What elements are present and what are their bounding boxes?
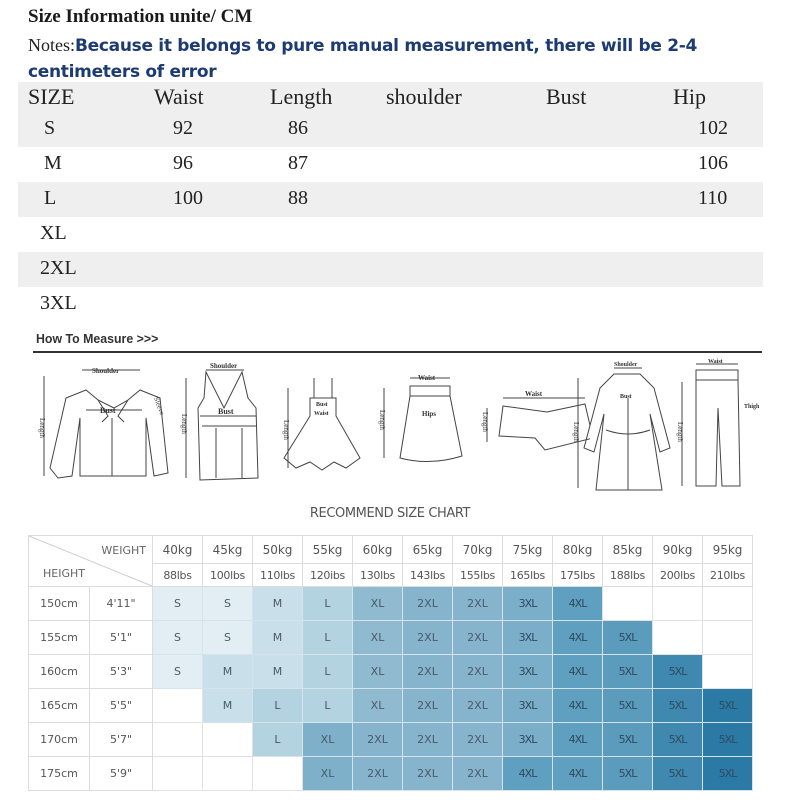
size-table-header [18,82,763,112]
size-cell: 2XL [353,757,403,791]
cell-size: S [44,117,56,139]
size-cell: M [253,621,303,655]
size-cell: 5XL [603,621,653,655]
weight-lbs-header: 200lbs [653,564,703,587]
divider [33,351,762,353]
size-cell [703,655,753,689]
how-to-measure-label: How To Measure >>> [36,331,159,346]
size-cell: 4XL [553,621,603,655]
svg-text:Shoulder: Shoulder [92,367,120,375]
size-cell [253,757,303,791]
cell-waist: 92 [173,117,193,139]
svg-text:Sleeve: Sleeve [152,395,167,417]
size-cell: 2XL [403,621,453,655]
size-cell [703,587,753,621]
size-table [18,82,763,322]
svg-text:Shoulder: Shoulder [614,362,638,368]
height-row [29,757,753,791]
size-cell: 2XL [353,723,403,757]
weight-kg-header: 90kg [653,536,703,564]
size-cell: 2XL [403,689,453,723]
svg-text:Length: Length [572,422,580,442]
notes [28,32,768,85]
weight-lbs-header: 130lbs [353,564,403,587]
recommend-size-grid [28,535,753,791]
height-cm: 160cm [29,655,90,689]
weight-lbs-header: 210lbs [703,564,753,587]
svg-text:Length: Length [378,410,386,430]
size-cell: 5XL [653,723,703,757]
svg-text:Hips: Hips [422,410,437,418]
size-cell: XL [303,757,353,791]
weight-lbs-header: 88lbs [153,564,203,587]
height-ft: 5'7" [90,723,153,757]
cell-size: L [44,187,57,209]
col-hip: Hip [673,84,706,109]
weight-label: WEIGHT [101,544,146,557]
height-row [29,723,753,757]
size-cell [653,587,703,621]
height-ft: 5'1" [90,621,153,655]
cell-length: 86 [288,117,308,139]
size-cell: 5XL [603,757,653,791]
weight-kg-header: 55kg [303,536,353,564]
weight-lbs-header: 155lbs [453,564,503,587]
svg-text:Length: Length [676,422,684,442]
size-cell [153,757,203,791]
col-shoulder: shoulder [386,84,462,109]
size-table-row [18,217,763,252]
recommend-size-chart-title: RECOMMEND SIZE CHART [309,506,471,521]
svg-text:Bust: Bust [620,394,632,400]
height-ft: 4'11" [90,587,153,621]
size-info-title: Size Information unite/ CM [28,6,253,27]
cell-waist: 96 [173,152,193,174]
weight-kg-header: 40kg [153,536,203,564]
col-waist: Waist [154,84,204,109]
cell-size: 3XL [40,292,77,314]
size-cell: 3XL [503,723,553,757]
size-cell: S [153,587,203,621]
weight-lbs-header: 165lbs [503,564,553,587]
size-cell: M [203,655,253,689]
size-cell: 5XL [603,655,653,689]
col-bust: Bust [546,84,587,109]
col-length: Length [270,84,333,109]
size-cell: S [153,655,203,689]
weight-kg-header: 75kg [503,536,553,564]
height-cm: 150cm [29,587,90,621]
svg-text:Bust: Bust [218,407,234,416]
size-cell: 2XL [453,723,503,757]
svg-text:Waist: Waist [314,411,329,417]
size-cell: 2XL [453,587,503,621]
size-cell: 4XL [553,655,603,689]
cell-length: 88 [288,187,308,209]
size-cell: XL [353,587,403,621]
tank-top-diagram-icon [176,358,271,488]
size-table-row [18,147,763,182]
cell-hip: 110 [698,187,728,209]
dress-diagram-icon [278,358,368,488]
size-cell: L [253,689,303,723]
cell-hip: 106 [698,152,728,174]
size-cell: 3XL [503,587,553,621]
grid-corner-header [29,536,153,587]
height-cm: 155cm [29,621,90,655]
size-cell [603,587,653,621]
svg-text:Length: Length [282,420,290,440]
svg-text:Waist: Waist [418,374,436,382]
size-cell: M [253,587,303,621]
size-cell: 5XL [603,723,653,757]
measurement-diagrams [30,358,770,493]
size-table-row [18,112,763,147]
cell-size: 2XL [40,257,77,279]
size-cell [203,723,253,757]
size-cell: XL [353,621,403,655]
weight-kg-header: 80kg [553,536,603,564]
size-cell: 2XL [453,655,503,689]
svg-text:Bust: Bust [316,402,328,408]
weight-lbs-header: 143lbs [403,564,453,587]
size-cell: 4XL [553,689,603,723]
size-table-row [18,287,763,322]
size-cell: XL [353,655,403,689]
size-cell: 2XL [403,723,453,757]
height-cm: 165cm [29,689,90,723]
size-cell: 2XL [403,655,453,689]
weight-kg-header: 70kg [453,536,503,564]
size-cell [703,621,753,655]
height-ft: 5'3" [90,655,153,689]
size-cell: 4XL [553,723,603,757]
notes-label: Notes: [28,35,75,55]
svg-text:Waist: Waist [708,359,723,365]
size-cell: L [303,587,353,621]
cell-length: 87 [288,152,308,174]
size-cell: 4XL [553,757,603,791]
size-cell [153,723,203,757]
weight-lbs-header: 120ibs [303,564,353,587]
svg-text:Length: Length [38,418,46,438]
size-cell: 2XL [403,587,453,621]
height-row [29,621,753,655]
size-cell: 3XL [503,655,553,689]
svg-text:Shoulder: Shoulder [210,362,238,370]
svg-text:Length: Length [180,414,188,434]
size-cell: 3XL [503,689,553,723]
skirt-diagram-icon [370,358,470,488]
weight-kg-header: 45kg [203,536,253,564]
height-ft: 5'9" [90,757,153,791]
height-label: HEIGHT [43,567,85,580]
weight-lbs-header: 175lbs [553,564,603,587]
size-cell: M [203,689,253,723]
size-cell: L [303,621,353,655]
size-cell: XL [353,689,403,723]
size-cell: L [253,723,303,757]
cell-size: XL [40,222,67,244]
coat-diagram-icon [570,358,680,493]
svg-text:Thigh: Thigh [744,404,760,410]
svg-text:Bust: Bust [100,406,116,415]
size-cell: 3XL [503,621,553,655]
height-ft: 5'5" [90,689,153,723]
weight-kg-header: 50kg [253,536,303,564]
cell-hip: 102 [698,117,728,139]
size-table-row [18,252,763,287]
cell-waist: 100 [173,187,203,209]
weight-lbs-header: 188lbs [603,564,653,587]
height-row [29,587,753,621]
size-cell: 5XL [703,723,753,757]
size-cell: 5XL [603,689,653,723]
size-cell: 5XL [653,689,703,723]
size-cell: M [253,655,303,689]
svg-text:Waist: Waist [525,390,543,398]
weight-lbs-header: 100lbs [203,564,253,587]
svg-text:Length: Length [481,412,489,432]
notes-text: Because it belongs to pure manual measurement, there will be 2-4 centimeters of error [28,36,698,82]
size-cell: 2XL [453,689,503,723]
size-cell: 5XL [703,757,753,791]
size-cell: S [153,621,203,655]
size-cell [153,689,203,723]
size-cell: S [203,587,253,621]
size-cell: L [303,689,353,723]
weight-kg-header: 60kg [353,536,403,564]
size-cell: 4XL [503,757,553,791]
height-row [29,689,753,723]
size-cell: 5XL [703,689,753,723]
size-cell: 2XL [453,621,503,655]
size-cell: S [203,621,253,655]
weight-kg-header: 65kg [403,536,453,564]
size-cell [653,621,703,655]
weight-lbs-header: 110lbs [253,564,303,587]
col-size: SIZE [28,84,75,109]
height-row [29,655,753,689]
height-cm: 175cm [29,757,90,791]
weight-kg-header: 85kg [603,536,653,564]
size-cell: L [303,655,353,689]
blouse-diagram-icon [36,358,176,488]
size-cell: XL [303,723,353,757]
pants-diagram-icon [670,358,780,493]
size-cell: 5XL [653,655,703,689]
weight-kg-header: 95kg [703,536,753,564]
size-cell: 4XL [553,587,603,621]
size-cell: 5XL [653,757,703,791]
size-cell [203,757,253,791]
cell-size: M [44,152,62,174]
height-cm: 170cm [29,723,90,757]
size-cell: 2XL [403,757,453,791]
size-cell: 2XL [453,757,503,791]
size-table-row [18,182,763,217]
